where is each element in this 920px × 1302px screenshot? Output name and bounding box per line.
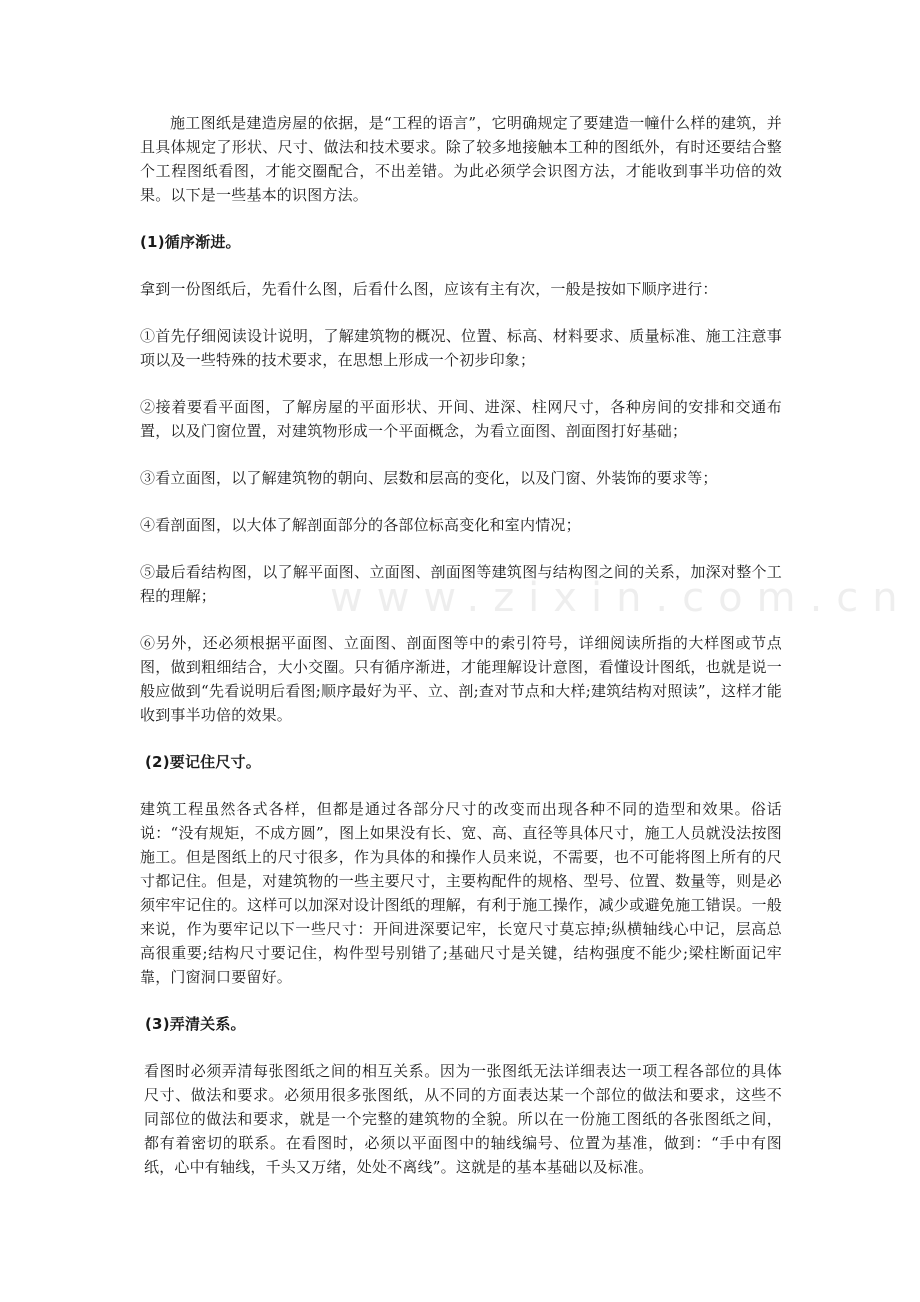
step-4-paragraph: ④看剖面图，以大体了解剖面部分的各部位标高变化和室内情况； xyxy=(140,516,581,534)
section-heading-1: (1)循序渐进。 xyxy=(140,233,241,251)
intro-paragraph: 施工图纸是建造房屋的依据，是“工程的语言”，它明确规定了要建造一幢什么样的建筑，并且具体规定了形状、尺寸、做法和技术要求。除了较多地接触本工种的图纸外，有时还要结合整个工程图纸看图，才能交圈配合，不出差错。为此必须学会识图方法，才能收到事半功倍的效果。以下是一些基本的识图方法。 xyxy=(140,114,782,204)
section3-body-paragraph: 看图时必须弄清每张图纸之间的相互关系。因为一张图纸无法详细表达一项工程各部位的具体尺寸、做法和要求。必须用很多张图纸，从不同的方面表达某一个部位的做法和要求，这些不同部位的做法和要求，就是一个完整的建筑物的全貌。所以在一份施工图纸的各张图纸之间，都有着密切的联系。在看图时，必须以平面图中的轴线编号、位置为基准，做到：“手中有图纸，心中有轴线，千头又万绪，处处不离线”。这就是的基本基础以及标准。 xyxy=(144,1062,782,1176)
step-6-paragraph: ⑥另外，还必须根据平面图、立面图、剖面图等中的索引符号，详细阅读所指的大样图或节点图，做到粗细结合，大小交圈。只有循序渐进，才能理解设计意图，看懂设计图纸，也就是说一般应做到“先看说明后看图;顺序最好为平、立、剖;查对节点和大样;建筑结构对照读”，这样才能收到事半功倍的效果。 xyxy=(140,634,782,724)
section-heading-2: (2)要记住尺寸。 xyxy=(145,753,261,771)
section1-lead-paragraph: 拿到一份图纸后，先看什么图，后看什么图，应该有主有次，一般是按如下顺序进行： xyxy=(140,280,718,298)
step-3-paragraph: ③看立面图，以了解建筑物的朝向、层数和层高的变化，以及门窗、外装饰的要求等； xyxy=(140,469,718,487)
step-2-paragraph: ②接着要看平面图，了解房屋的平面形状、开间、进深、柱网尺寸，各种房间的安排和交通布置，以及门窗位置，对建筑物形成一个平面概念，为看立面图、剖面图打好基础； xyxy=(140,398,782,440)
document-body xyxy=(140,111,782,1202)
section2-body-paragraph: 建筑工程虽然各式各样，但都是通过各部分尺寸的改变而出现各种不同的造型和效果。俗话说：“没有规矩，不成方圆”，图上如果没有长、宽、高、直径等具体尺寸，施工人员就没法按图施工。但是图纸上的尺寸很多，作为具体的和操作人员来说，不需要，也不可能将图上所有的尺寸都记住。但是，对建筑物的一些主要尺寸，主要构配件的规格、型号、位置、数量等，则是必须牢牢记住的。这样可以加深对设计图纸的理解，有利于施工操作，减少或避免施工错误。一般来说，作为要牢记以下一些尺寸：开间进深要记牢，长宽尺寸莫忘掉;纵横轴线心中记，层高总高很重要;结构尺寸要记住，构件型号别错了;基础尺寸是关键，结构强度不能少;梁柱断面记牢靠，门窗洞口要留好。 xyxy=(140,800,782,986)
step-1-paragraph: ①首先仔细阅读设计说明，了解建筑物的概况、位置、标高、材料要求、质量标准、施工注意事项以及一些特殊的技术要求，在思想上形成一个初步印象； xyxy=(140,327,782,369)
watermark: www.zixin.com.cn xyxy=(330,575,912,621)
section-heading-3: (3)弄清关系。 xyxy=(145,1015,246,1033)
step-5-paragraph: ⑤最后看结构图，以了解平面图、立面图、剖面图等建筑图与结构图之间的关系，加深对整个工程的理解； xyxy=(140,563,782,605)
